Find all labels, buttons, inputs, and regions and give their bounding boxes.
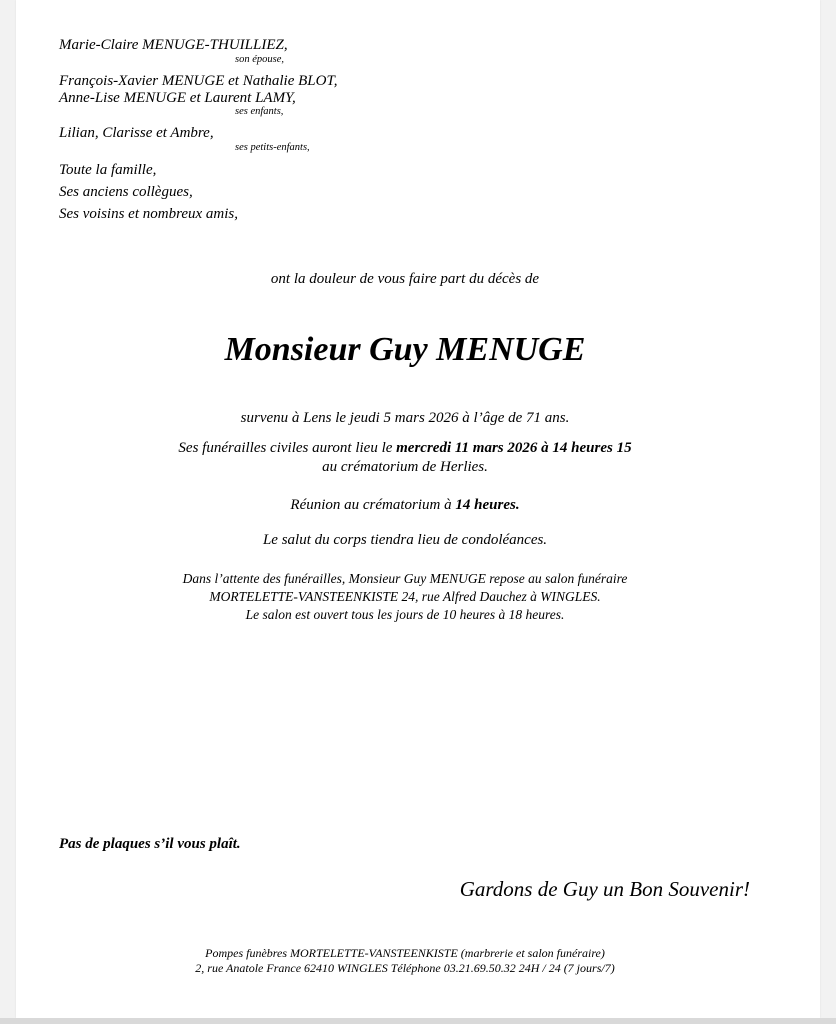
no-plaques-note: Pas de plaques s’il vous plaît. — [59, 836, 241, 852]
grandchildren-name: Lilian, Clarisse et Ambre, — [59, 125, 214, 141]
deceased-name: Monsieur Guy MENUGE — [224, 331, 586, 368]
footer-line-1: Pompes funèbres MORTELETTE-VANSTEENKISTE (marbrerie et salon funéraire) — [205, 946, 605, 960]
children-line-1: François-Xavier MENUGE et Nathalie BLOT, — [59, 73, 338, 89]
children-role: ses enfants, — [235, 106, 284, 117]
spouse-role: son épouse, — [235, 54, 284, 65]
funeral-prefix: Ses funérailles civiles auront lieu le — [178, 440, 397, 456]
rest-line-1: Dans l’attente des funérailles, Monsieur Guy MENUGE repose au salon funéraire — [182, 571, 628, 586]
grandchildren-role: ses petits-enfants, — [235, 142, 310, 153]
rest-line-3: Le salon est ouvert tous les jours de 10 heures à 18 heures. — [245, 607, 565, 622]
family-other-3: Ses voisins et nombreux amis, — [59, 206, 239, 222]
funeral-line — [16, 439, 794, 458]
meeting-prefix: Réunion au crématorium à — [290, 497, 456, 513]
funeral-place: au crématorium de Herlies. — [322, 459, 488, 475]
family-other-2: Ses anciens collègues, — [59, 184, 193, 200]
page-bottom-edge — [0, 1018, 836, 1024]
meeting-line — [16, 496, 794, 515]
farewell-line: Gardons de Guy un Bon Souvenir! — [459, 877, 750, 901]
meeting-time: 14 heures. — [455, 497, 520, 513]
rest-line-2: MORTELETTE-VANSTEENKISTE 24, rue Alfred Dauchez à WINGLES. — [209, 589, 601, 604]
death-line: survenu à Lens le jeudi 5 mars 2026 à l’âge de 71 ans. — [240, 410, 570, 426]
obituary-page — [16, 0, 820, 1018]
children-line-2: Anne-Lise MENUGE et Laurent LAMY, — [59, 90, 296, 106]
family-other-1: Toute la famille, — [59, 162, 157, 178]
condolences-line: Le salut du corps tiendra lieu de condoléances. — [262, 532, 548, 548]
spouse-name: Marie-Claire MENUGE-THUILLIEZ, — [59, 37, 288, 53]
funeral-date: mercredi 11 mars 2026 à 14 heures 15 — [396, 440, 632, 456]
announcement-intro: ont la douleur de vous faire part du décès de — [270, 271, 540, 287]
footer-line-2: 2, rue Anatole France 62410 WINGLES Téléphone 03.21.69.50.32 24H / 24 (7 jours/7) — [195, 961, 615, 975]
